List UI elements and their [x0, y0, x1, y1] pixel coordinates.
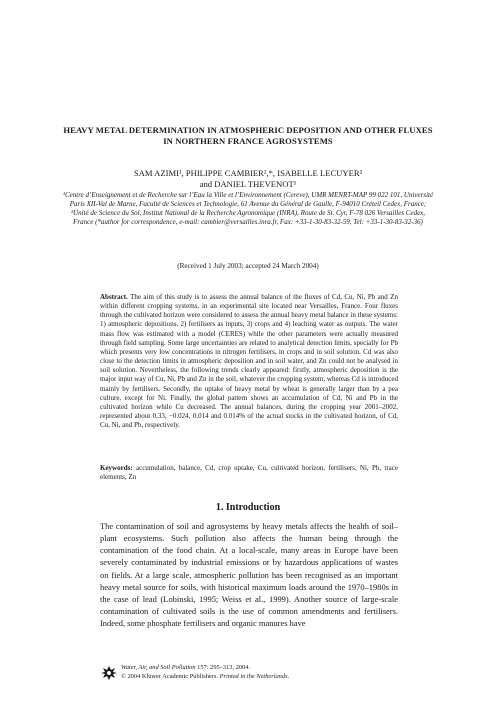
footer-copyright-line	[121, 673, 421, 682]
printed-in-text: Printed in the Netherlands.	[217, 672, 290, 680]
author-line-2: and DANIEL THEVENOT¹	[199, 179, 297, 189]
author-line-1: SAM AZIMI¹, PHILIPPE CAMBIER²,*, ISABELLE LECUYER²	[133, 168, 363, 178]
received-dates: (Received 1 July 2003; accepted 24 March 2004)	[177, 262, 319, 270]
keywords-text: accumulation, balance, Cd, crop uptake, Cu, cultivated horizon, fertilisers, Ni, Pb, trace elements, Zn	[100, 464, 399, 482]
introduction-paragraph: The contamination of soil and agrosystems by heavy metals affects the health of soil–plant ecosystems. Such pollution also affects the human being through the contamination of the food chain. At a local-scale, many areas in Europe have been severely contaminated by industrial emissions or by hazardous applications of wastes on fields. At a large scale, atmospheric pollution has been recognised as an important heavy metal source for soils, with historical maximum loads around the 1970–1980s in the case of lead (Lobinski, 1995; Weiss et al., 1999). Another source of large-scale contamination of cultivated soils is the use of common amendments and fertilisers. Indeed, some phosphate fertilisers and organic manures have	[100, 521, 398, 629]
author-list	[60, 168, 436, 190]
kluwer-logo-icon	[100, 665, 118, 681]
journal-citation: 157: 295–313, 2004.	[195, 664, 251, 671]
abstract-text: The aim of this study is to assess the annual balance of the fluxes of Cd, Cu, Ni, Pb and Zn within different cropping systems, in an experimental site located near Versailles, France. Four fluxes through the cultivated horizon were considered to assess the annual heavy metal balance in these systems: 1) atmospheric depositions, 2) fertilisers as inputs, 3) crops and 4) leaching water as outputs. The water mass flow was estimated with a model (CERES) while the other parameters were actually measured through field sampling. Some large uncertainties are related to analytical detection limits, specially for Pb which presents very low concentrations in nitrogen fertilisers, in crops and in soil solution. Cd was also close to the detection limits in atmospheric deposition and in soil water, and Zn could not be analysed in soil solution. Nevertheless, the following trends clearly appeared: firstly, atmospheric deposition is the major input way of Cu, Ni, Pb and Zn in the soil, whatever the cropping system, whereas Cd is introduced mainly by fertilisers. Secondly, the uptake of heavy metal by wheat is generally larger than by a pea culture, except for Ni. Finally, the global pattern shows an accumulation of Cd, Ni and Pb in the cultivated horizon while Cu decreased. The annual balances, during the cropping year 2001–2002, represented about 0.33, −0.024, 0.014 and 0.014% of the actual stocks in the cultivated horizon, of Cd, Cu, Ni, and Pb, respectively.	[100, 293, 398, 430]
affiliations: ¹Centre d’Enseignement et de Recherche sur l’Eau la Ville et l’Environnement (Cereve), UMR MENRT-MAP 99 022 101, Université Paris XII-Val de Marne, Faculté de Sciences et Technologie, 61 Avenue du Général de Gaulle, F-94010 Créteil Cedex, France; ²Unité de Science du Sol, Institut National de la Recherche Agronomique (INRA), Route de St. Cyr, F-78 026 Versailles Cedex, France (*author for correspondence, e-mail: cambier@versailles.inra.fr, Fax: +33-1-30-83-32-59, Tel: +33-1-30-83-32-36)	[62, 191, 434, 226]
abstract-label: Abstract.	[100, 293, 128, 301]
section-heading-introduction: 1. Introduction	[215, 502, 281, 513]
abstract	[100, 293, 398, 430]
copyright-text: © 2004 Kluwer Academic Publishers.	[121, 672, 218, 680]
footer-citation-line	[121, 664, 421, 673]
publication-footer	[121, 664, 421, 681]
journal-name: Water, Air, and Soil Pollution	[121, 664, 196, 671]
article-title: HEAVY METAL DETERMINATION IN ATMOSPHERIC DEPOSITION AND OTHER FLUXES IN NORTHERN FRANCE AGROSYSTEMS	[63, 125, 433, 146]
keywords	[100, 464, 398, 482]
keywords-label: Keywords:	[100, 464, 133, 472]
